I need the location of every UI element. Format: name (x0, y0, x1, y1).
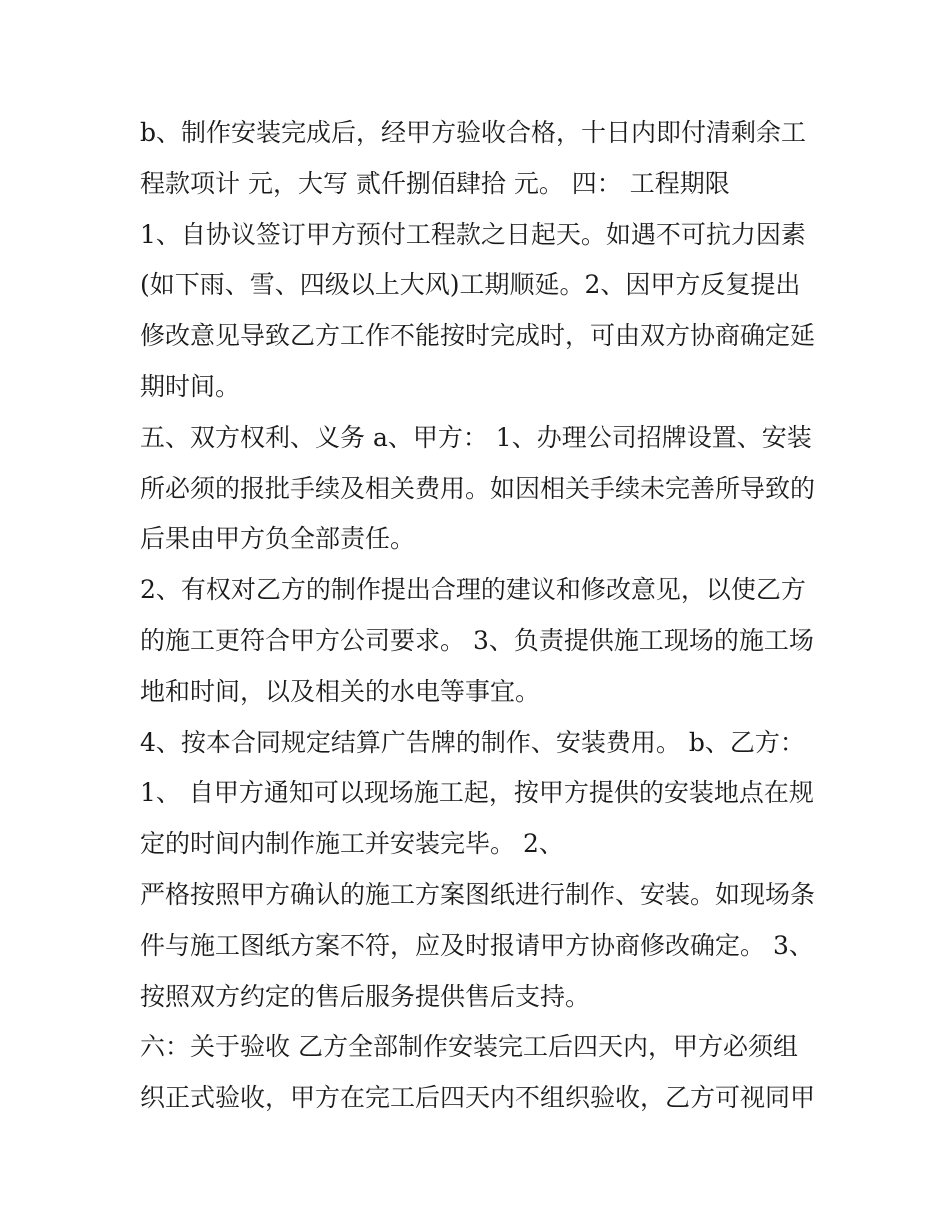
text-line: 六：关于验收 乙方全部制作安装完工后四天内，甲方必须组 (140, 1032, 798, 1062)
text-line: 程款项计 元，大写 贰仟捌佰肆拾 元。 四： 工程期限 (140, 168, 730, 198)
text-line: 后果由甲方负全部责任。 (140, 524, 416, 554)
text-line: 修改意见导致乙方工作不能按时完成时，可由双方协商确定延 (140, 321, 816, 351)
text-line: b、制作安装完成后，经甲方验收合格，十日内即付清剩余工 (140, 118, 807, 147)
text-line: (如下雨、雪、四级以上大风)工期顺延。2、因甲方反复提出 (140, 270, 801, 300)
text-line: 1、自协议签订甲方预付工程款之日起天。如遇不可抗力因素 (140, 219, 806, 249)
text-line: 2、有权对乙方的制作提出合理的建议和修改意见，以使乙方 (140, 575, 806, 605)
text-line: 织正式验收，甲方在完工后四天内不组织验收，乙方可视同甲 (140, 1083, 816, 1113)
text-line: 的施工更符合甲方公司要求。 3、负责提供施工现场的施工场 (140, 625, 814, 655)
text-line: 4、按本合同规定结算广告牌的制作、安装费用。 b、乙方： (140, 727, 805, 757)
text-line: 五、双方权利、义务 a、甲方： 1、办理公司招牌设置、安装 (140, 422, 812, 452)
text-line: 期时间。 (140, 371, 241, 401)
text-line: 件与施工图纸方案不符，应及时报请甲方协商修改确定。 3、 (140, 930, 814, 960)
document-body (140, 108, 830, 1124)
text-line: 1、 自甲方通知可以现场施工起，按甲方提供的安装地点在规 (140, 778, 814, 808)
text-line: 严格按照甲方确认的施工方案图纸进行制作、安装。如现场条 (140, 879, 816, 909)
text-line: 定的时间内制作施工并安装完毕。 2、 (140, 829, 564, 859)
text-line: 所必须的报批手续及相关费用。如因相关手续未完善所导致的 (140, 473, 816, 503)
text-line: 按照双方约定的售后服务提供售后支持。 (140, 981, 591, 1011)
text-line: 地和时间，以及相关的水电等事宜。 (140, 676, 541, 706)
